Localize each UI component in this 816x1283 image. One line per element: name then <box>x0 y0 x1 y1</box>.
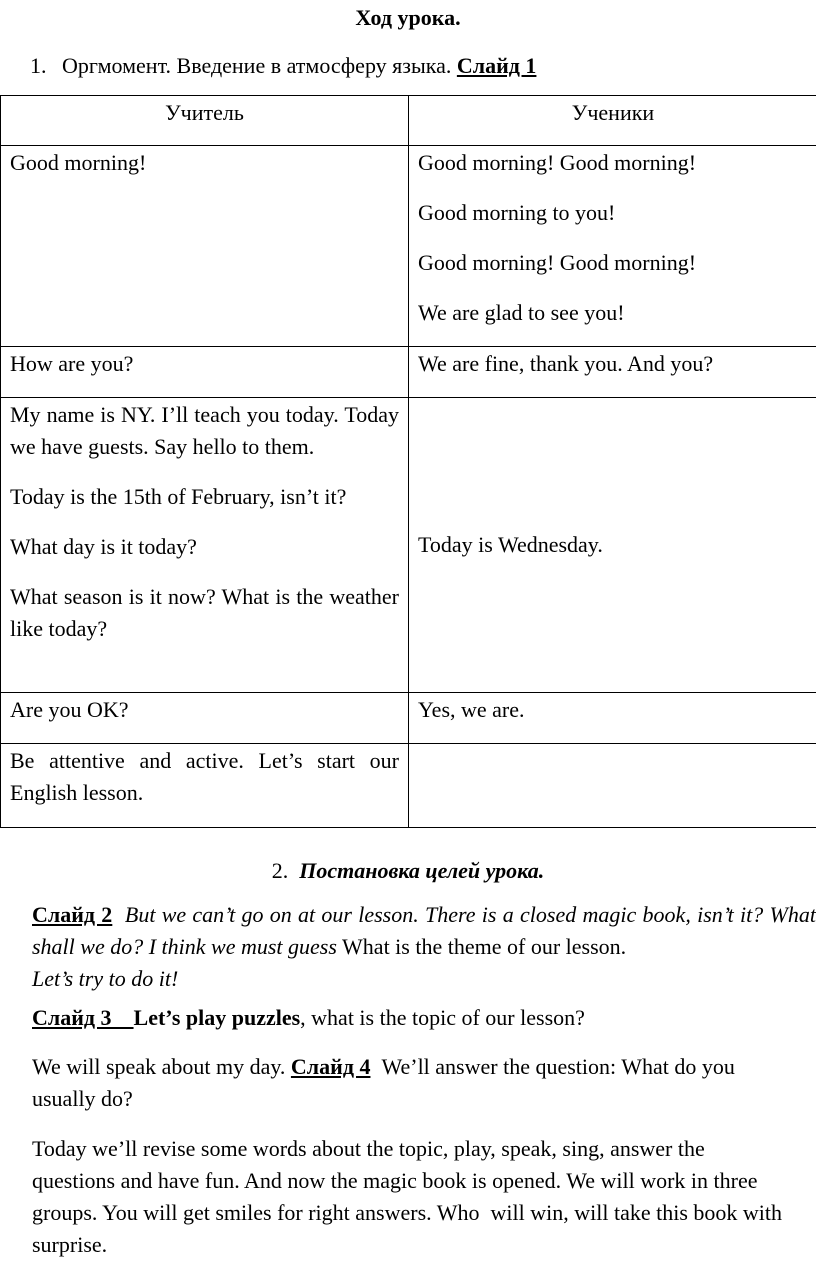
table-row <box>1 398 816 693</box>
teacher-cell <box>1 146 409 347</box>
section-2-heading <box>0 855 816 887</box>
students-cell <box>409 347 816 398</box>
paragraph-regular: , what is the topic of our lesson? <box>300 1005 585 1030</box>
header-students: Ученики <box>409 96 816 146</box>
section-2-number: 2. <box>271 858 289 883</box>
paragraph-slide-3 <box>32 1002 816 1034</box>
cell-line: Good morning to you! <box>418 200 616 225</box>
cell-line: Are you OK? <box>10 697 129 722</box>
students-cell <box>409 744 816 828</box>
table-row <box>1 693 816 744</box>
paragraph-regular: What is the theme of our lesson. <box>336 934 627 959</box>
section-1-text: Оргмомент. Введение в атмосферу языка. <box>62 53 452 78</box>
slide-4-label: Слайд 4 <box>290 1054 371 1079</box>
table-row <box>1 347 816 398</box>
paragraph-italic: But we can’t go on at our lesson. There is a closed magic book, isn’t it? What shall we do? I think we must guess <box>32 902 816 959</box>
paragraph-final <box>32 1133 792 1261</box>
teacher-cell <box>1 398 409 693</box>
paragraph-after: We’ll answer the question: What do you usually do? <box>32 1054 741 1111</box>
teacher-cell <box>1 693 409 744</box>
teacher-cell <box>1 744 409 828</box>
table-header-row <box>1 96 816 146</box>
cell-line: Yes, we are. <box>418 697 525 722</box>
teacher-cell <box>1 347 409 398</box>
cell-line: Today is Wednesday. <box>418 532 603 557</box>
cell-line: What day is it today? <box>10 534 197 559</box>
table-row <box>1 146 816 347</box>
cell-line: We are fine, thank you. And you? <box>418 351 714 376</box>
students-cell <box>409 146 816 347</box>
paragraph-slide-4 <box>32 1051 792 1115</box>
cell-line: Good morning! Good morning! <box>418 250 697 275</box>
paragraph-italic-2: Let’s try to do it! <box>32 966 179 991</box>
section-2-title: Постановка целей урока. <box>299 858 545 883</box>
cell-line: My name is NY. I’ll teach you today. Today we have guests. Say hello to them. <box>10 402 399 459</box>
page-title: Ход урока. <box>355 5 461 30</box>
cell-line: We are glad to see you! <box>418 300 625 325</box>
cell-line: Today is the 15th of February, isn’t it? <box>10 484 347 509</box>
paragraph-text: Today we’ll revise some words about the topic, play, speak, sing, answer the questions and have fun. And now the magic book is opened. We will work in three groups. You will get smiles for right answers. Who will win, will take this book with surprise. <box>32 1136 788 1257</box>
paragraph-slide-2 <box>32 899 816 995</box>
slide-1-label: Слайд 1 <box>456 53 537 78</box>
puzzles-text: Let’s play puzzles <box>133 1005 301 1030</box>
header-teacher: Учитель <box>1 96 409 146</box>
paragraph-before: We will speak about my day. <box>32 1054 291 1079</box>
lesson-table <box>0 95 816 828</box>
table-row <box>1 744 816 828</box>
students-cell <box>409 693 816 744</box>
cell-line: What season is it now? What is the weather like today? <box>10 584 399 641</box>
students-cell <box>409 398 816 693</box>
section-1-number: 1. <box>30 53 47 78</box>
cell-line: How are you? <box>10 351 134 376</box>
cell-line: Be attentive and active. Let’s start our English lesson. <box>10 748 399 805</box>
slide-3-label: Слайд 3 <box>32 1005 134 1030</box>
section-1-heading <box>30 50 536 82</box>
slide-2-label: Слайд 2 <box>32 902 113 927</box>
cell-line: Good morning! <box>10 150 147 175</box>
cell-line: Good morning! Good morning! <box>418 150 697 175</box>
